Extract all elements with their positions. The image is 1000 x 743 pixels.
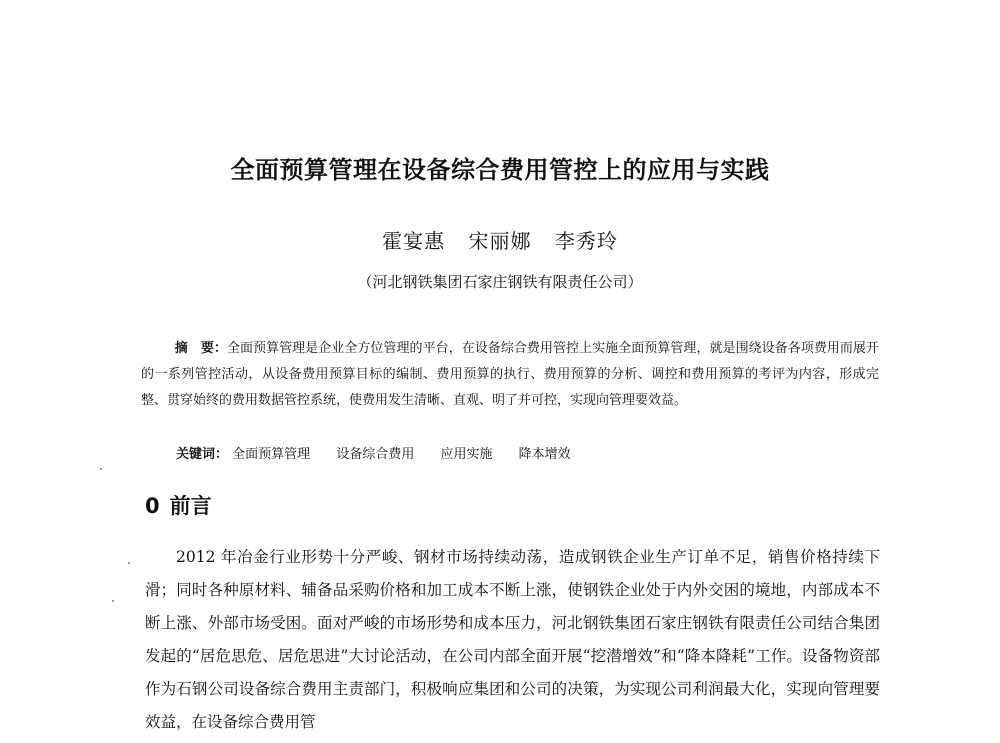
keyword: 降本增效: [518, 447, 571, 462]
scan-speck: [100, 468, 102, 470]
paper-title: 全面预算管理在设备综合费用管控上的应用与实践: [230, 156, 770, 184]
author-name: 霍宴惠: [382, 229, 446, 253]
section-title: 前言: [169, 494, 212, 518]
keyword: 全面预算管理: [232, 447, 311, 462]
section-number: 0: [145, 494, 160, 518]
abstract: [141, 336, 879, 414]
author-list: [0, 225, 1000, 254]
author-name: 宋丽娜: [468, 229, 532, 253]
scan-speck: [112, 600, 114, 602]
keywords: [176, 442, 593, 468]
keyword: 应用实施: [440, 447, 493, 462]
section-heading: [145, 490, 212, 520]
keywords-label: 关键词：: [176, 447, 229, 462]
body-paragraph: 2012 年冶金行业形势十分严峻、钢材市场持续动荡，造成钢铁企业生产订单不足，销售价格持续下滑；同时各种原材料、辅备品采购价格和加工成本不断上涨，使钢铁企业处于内外交困的境地，内部成本不断上涨、外部市场受困。面对严峻的市场形势和成本压力，河北钢铁集团石家庄钢铁有限责任公司结合集团发起的“居危思危、居危思进”大讨论活动，在公司内部全面开展“挖潜增效”和“降本降耗”工作。设备物资部作为石钢公司设备综合费用主责部门，积极响应集团和公司的决策，为实现公司利润最大化，实现向管理要效益，在设备综合费用管: [145, 548, 880, 731]
keyword: 设备综合费用: [336, 447, 415, 462]
author-name: 李秀玲: [554, 229, 618, 253]
abstract-label: 摘 要：: [174, 341, 227, 356]
affiliation: （河北钢铁集团石家庄钢铁有限责任公司）: [357, 273, 643, 291]
abstract-text: 全面预算管理是企业全方位管理的平台，在设备综合费用管控上实施全面预算管理，就是围绕设备各项费用而展开的一系列管控活动，从设备费用预算目标的编制、费用预算的执行、费用预算的分析、调控和费用预算的考评为内容，形成完整、贯穿始终的费用数据管控系统，使费用发生清晰、直观、明了并可控，实现向管理要效益。: [141, 341, 879, 408]
scan-speck: [128, 562, 130, 564]
